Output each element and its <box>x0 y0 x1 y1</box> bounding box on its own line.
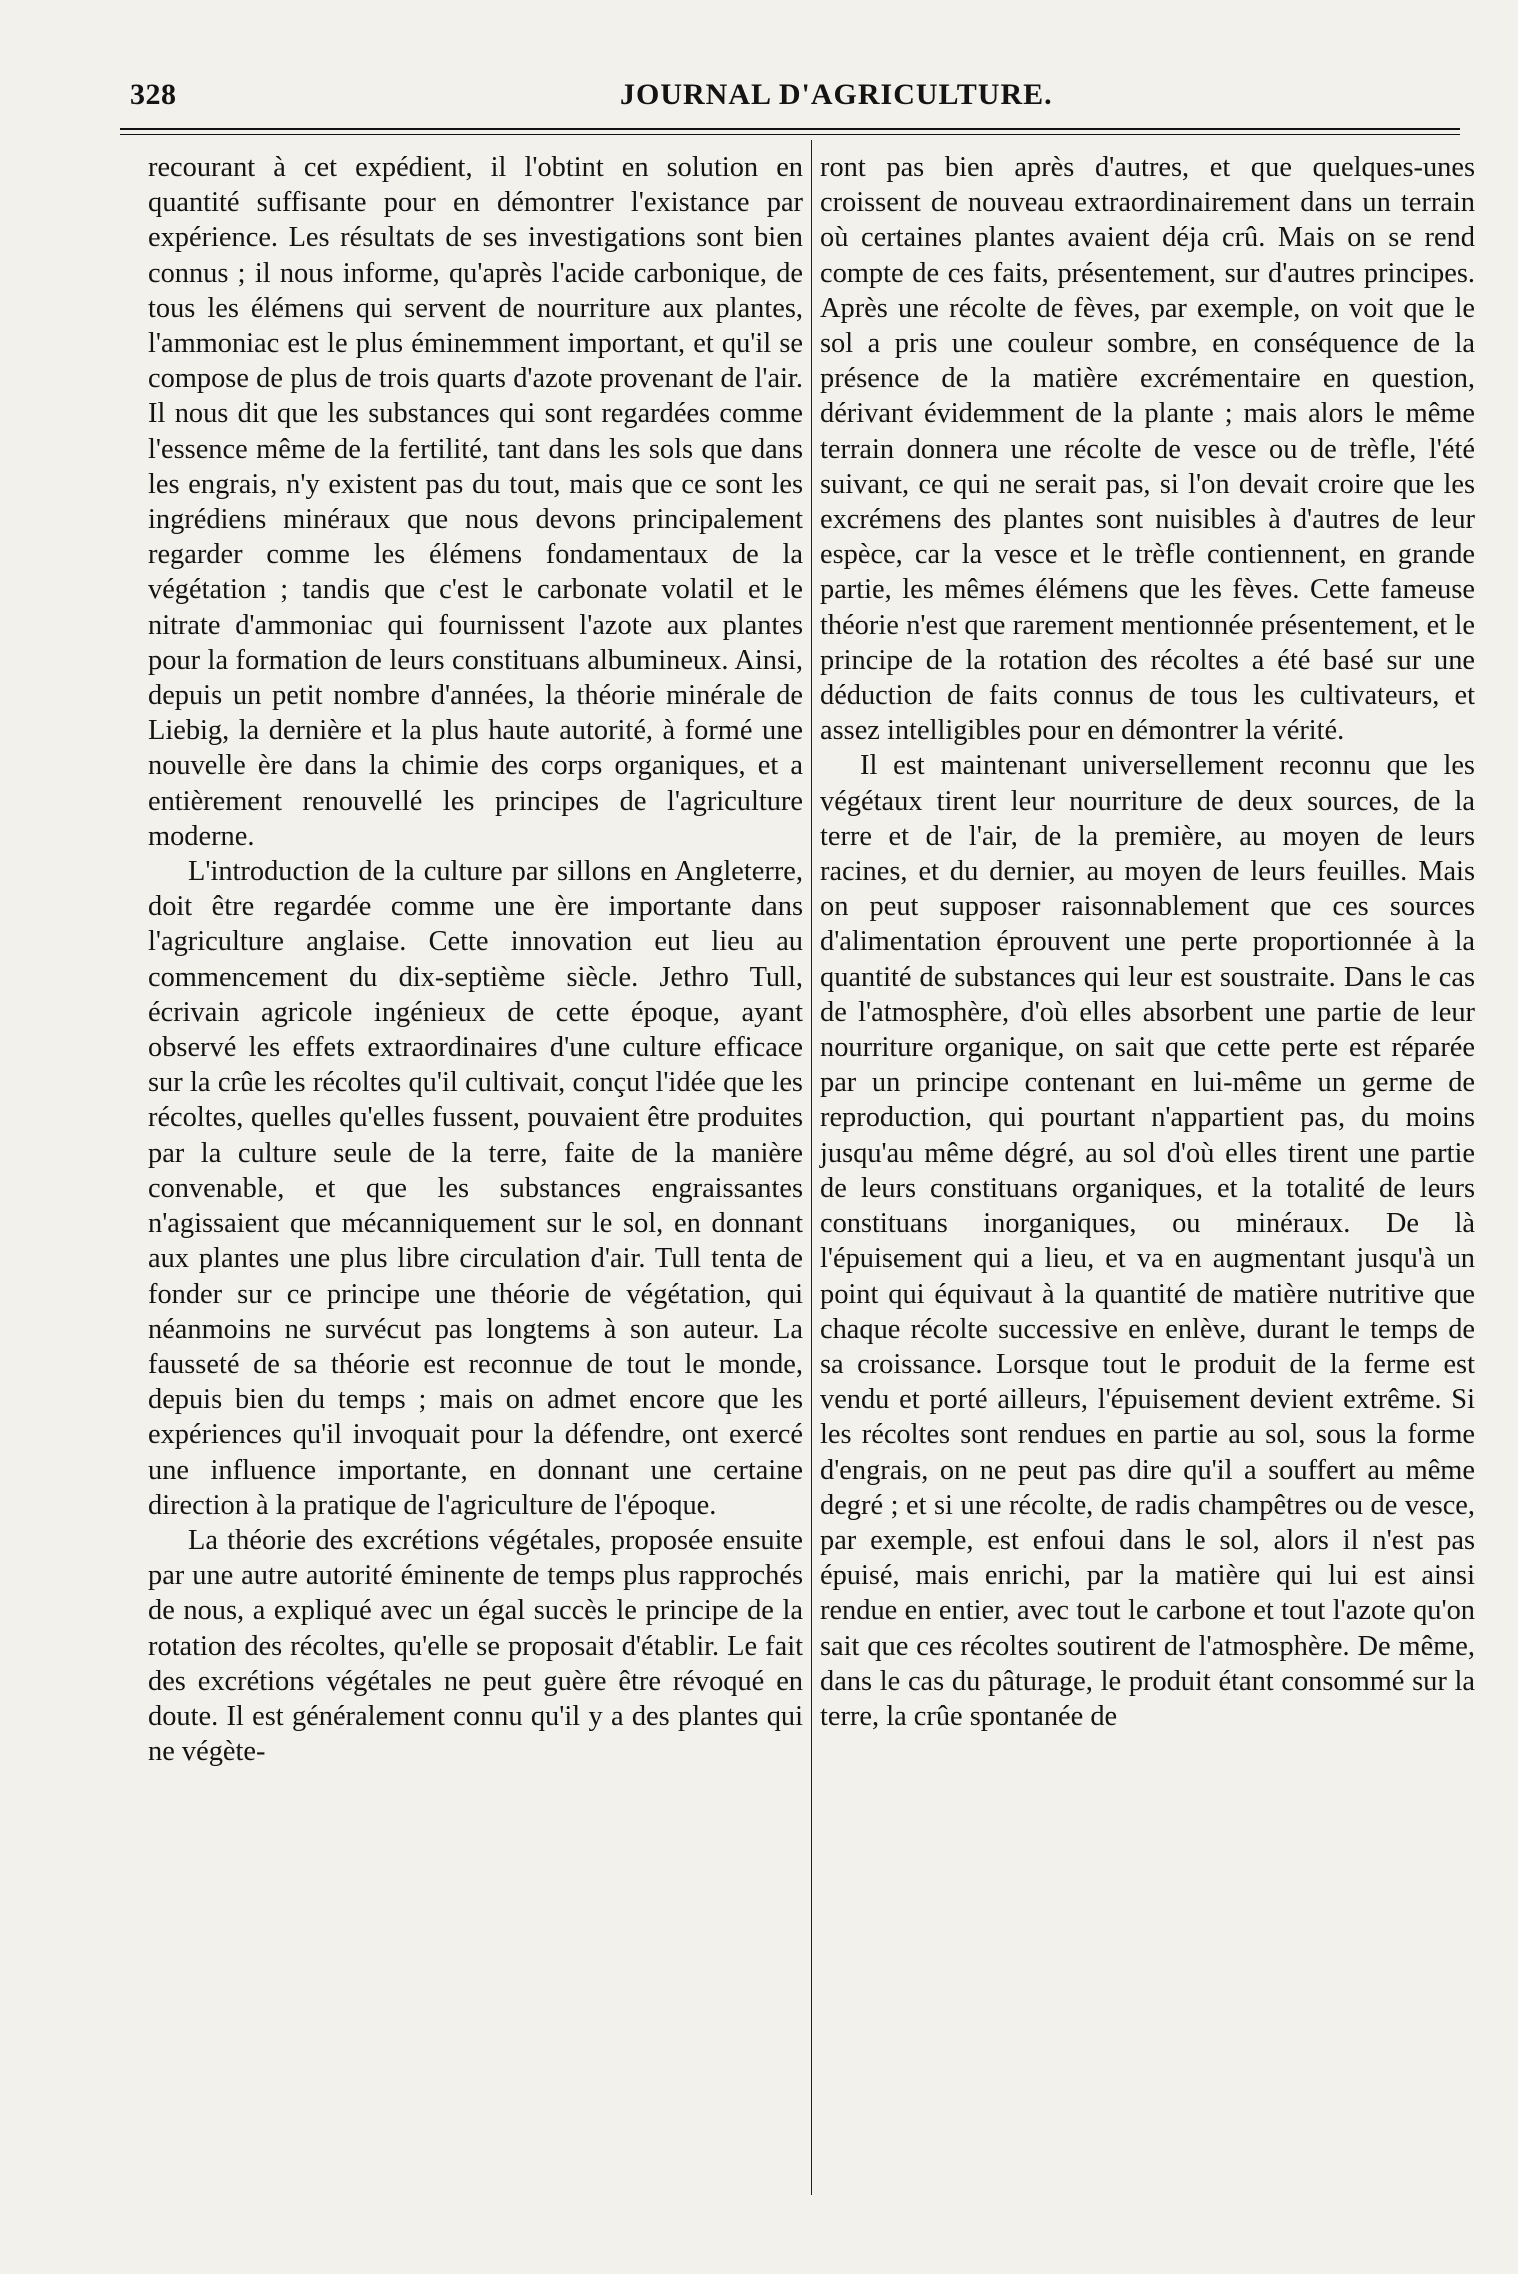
left-column <box>148 150 803 1769</box>
right-paragraph-2: Il est maintenant universellement reconnu que les végétaux tirent leur nourriture de deux sources, de la terre et de l'air, de la première, au moyen de leurs racines, et du dernier, au moyen de leurs feuilles. Mais on peut supposer raisonnablement que ces sources d'alimentation éprouvent une perte proportionnée à la quantité de substances qui leur est soustraite. Dans le cas de l'atmosphère, d'où elles absorbent une partie de leur nourriture organique, on sait que cette perte est réparée par un principe contenant en lui-même un germe de reproduction, qui pourtant n'appartient pas, du moins jusqu'au même dégré, au sol d'où elles tirent une partie de leurs constituans organiques, et la totalité de leurs constituans inorganiques, ou minéraux. De là l'épuisement qui a lieu, et va en augmentant jusqu'à un point qui équivaut à la quantité de matière nutritive que chaque récolte successive en enlève, durant le temps de sa croissance. Lorsque tout le produit de la ferme est vendu et porté ailleurs, l'épuisement devient extrême. Si les récoltes sont rendues en partie au sol, sous la forme d'engrais, on ne peut pas dire qu'il a souffert au même degré ; et si une récolte, de radis champêtres ou de vesce, par exemple, est enfoui dans le sol, alors il n'est pas épuisé, mais enrichi, par la matière qui lui est ainsi rendue en entier, avec tout le carbone et tout l'azote qu'on sait que ces récoltes soutirent de l'atmosphère. De même, dans le cas du pâturage, le produit étant consommé sur la terre, la crûe spontanée de <box>820 750 1475 1732</box>
right-paragraph-1: ront pas bien après d'autres, et que quelques-unes croissent de nouveau extraordinairement dans un terrain où certaines plantes avaient déja crû. Mais on se rend compte de ces faits, présentement, sur d'autres principes. Après une récolte de fèves, par exemple, on voit que le sol a pris une couleur sombre, en conséquence de la présence de la matière excrémentaire en question, dérivant évidemment de la plante ; mais alors le même terrain donnera une récolte de vesce ou de trèfle, l'été suivant, ce qui ne serait pas, si l'on devait croire que les excrémens des plantes sont nuisibles à d'autres de leur espèce, car la vesce et le trèfle contiennent, en grande partie, les mêmes élémens que les fèves. Cette fameuse théorie n'est que rarement mentionnée présentement, et le principe de la rotation des récoltes a été basé sur une déduction de faits connus de tous les cultivateurs, et assez intelligibles pour en démontrer la vérité. <box>820 152 1475 747</box>
running-title: JOURNAL D'AGRICULTURE. <box>620 78 1053 111</box>
page-number: 328 <box>130 78 177 111</box>
page-header <box>120 72 1460 122</box>
header-rule <box>120 128 1460 130</box>
right-column <box>820 150 1475 1734</box>
column-divider <box>811 140 812 2195</box>
left-paragraph-1: recourant à cet expédient, il l'obtint en solution en quantité suffisante pour en démontrer l'existance par expérience. Les résultats de ses investigations sont bien connus ; il nous informe, qu'après l'acide carbonique, de tous les élémens qui servent de nourriture aux plantes, l'ammoniac est le plus éminemment important, et qu'il se compose de plus de trois quarts d'azote provenant de l'air. Il nous dit que les substances qui sont regardées comme l'essence même de la fertilité, tant dans les sols que dans les engrais, n'y existent pas du tout, mais que ce sont les ingrédiens minéraux que nous devons principalement regarder comme les élémens fondamentaux de la végétation ; tandis que c'est le carbonate volatil et le nitrate d'ammoniac qui fournissent l'azote aux plantes pour la formation de leurs constituans albumineux. Ainsi, depuis un petit nombre d'années, la théorie minérale de Liebig, la dernière et la plus haute autorité, à formé une nouvelle ère dans la chimie des corps organiques, et a entièrement renouvellé les principes de l'agriculture moderne. <box>148 152 803 852</box>
left-paragraph-3: La théorie des excrétions végétales, proposée ensuite par une autre autorité éminente de temps plus rapprochés de nous, a expliqué avec un égal succès le principe de la rotation des récoltes, qu'elle se proposait d'établir. Le fait des excrétions végétales ne peut guère être révoqué en doute. Il est généralement connu qu'il y a des plantes qui ne végète- <box>148 1524 803 1768</box>
left-paragraph-2: L'introduction de la culture par sillons en Angleterre, doit être regardée comme une ère importante dans l'agriculture anglaise. Cette innovation eut lieu au commencement du dix-septième siècle. Jethro Tull, écrivain agricole ingénieux de cette époque, ayant observé les effets extraordinaires d'une culture efficace sur la crûe les récoltes qu'il cultivait, conçut l'idée que les récoltes, quelles qu'elles fussent, pouvaient être produites par la culture seule de la terre, faite de la manière convenable, et que les substances engraissantes n'agissaient que mécanniquement sur le sol, en donnant aux plantes une plus libre circulation d'air. Tull tenta de fonder sur ce principe une théorie de végétation, qui néanmoins ne survécut pas longtems à son auteur. La fausseté de sa théorie est reconnue de tout le monde, depuis bien du temps ; mais on admet encore que les expériences qu'il invoquait pour la défendre, ont exercé une influence importante, en donnant une certaine direction à la pratique de l'agriculture de l'époque. <box>148 856 803 1521</box>
header-rule-thin <box>120 134 1460 135</box>
